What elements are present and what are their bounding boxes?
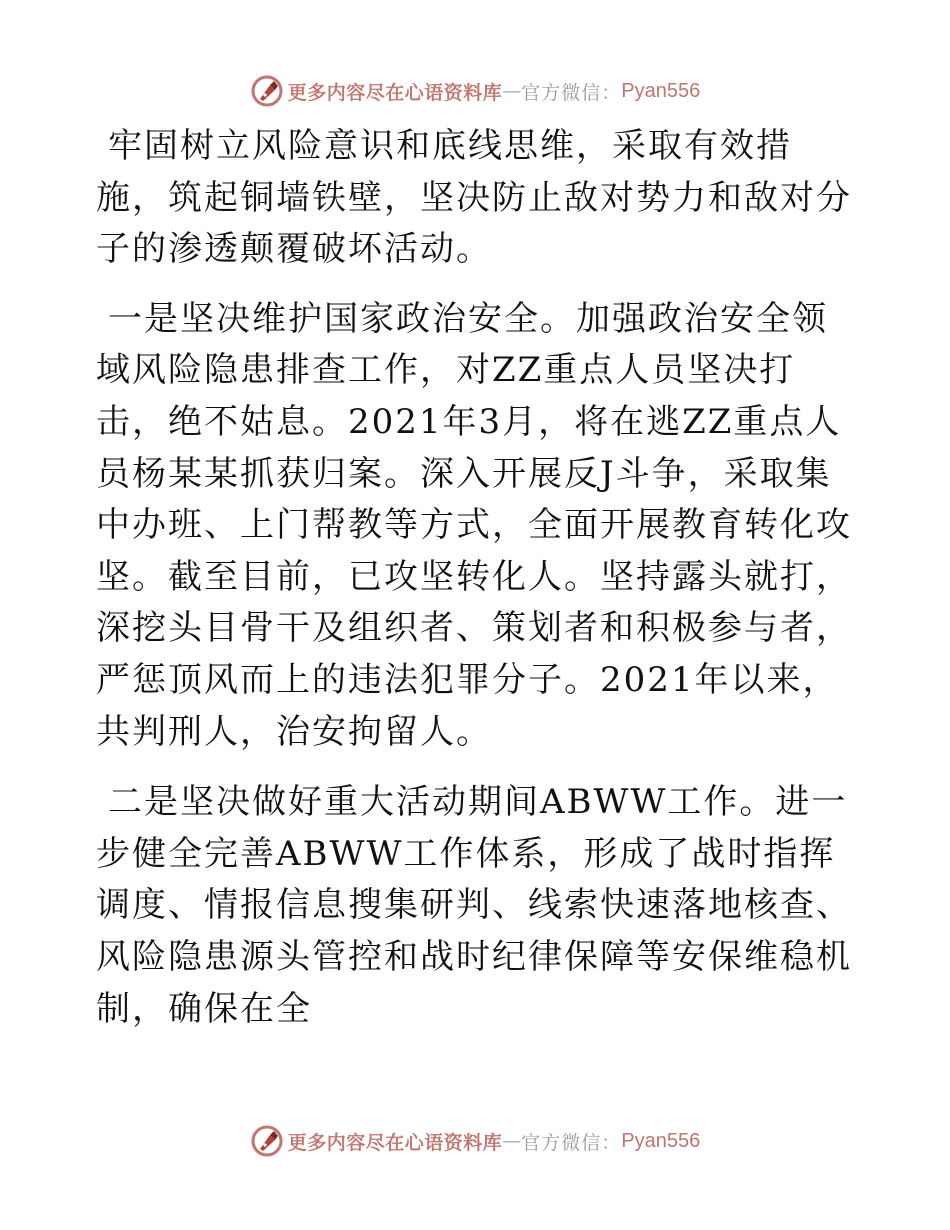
document-body — [96, 121, 856, 1053]
footer-watermark — [0, 1121, 950, 1161]
watermark-main-text: 更多内容尽在心语资料库 — [287, 81, 503, 104]
watermark-label: 官方微信： — [521, 1131, 622, 1154]
watermark-main-text: 更多内容尽在心语资料库 — [287, 1131, 503, 1154]
watermark-dash: — — [502, 1130, 522, 1152]
paragraph-major-events: 二是坚决做好重大活动期间ABWW工作。进一步健全完善ABWW工作体系，形成了战时指挥调度、情报信息搜集研判、线索快速落地核查、风险隐患源头管控和战时纪律保障等安保维稳机制，确保在全 — [96, 782, 852, 1029]
pen-nib-logo-icon — [250, 1124, 284, 1158]
paragraph-political-security: 一是坚决维护国家政治安全。加强政治安全领域风险隐患排查工作，对ZZ重点人员坚决打击，绝不姑息。2021年3月，将在逃ZZ重点人员杨某某抓获归案。深入开展反J斗争，采取集中办班、上门帮教等方式，全面开展教育转化攻坚。截至目前，已攻坚转化人。坚持露头就打，深挖头目骨干及组织者、策划者和积极参与者，严惩顶风而上的违法犯罪分子。2021年以来，共判刑人，治安拘留人。 — [96, 298, 852, 752]
watermark-dash: — — [502, 80, 522, 102]
watermark-wechat-id: Pyan556 — [621, 79, 701, 102]
pen-nib-logo-icon — [250, 74, 284, 108]
paragraph-intro: 牢固树立风险意识和底线思维，采取有效措施，筑起铜墙铁壁，坚决防止敌对势力和敌对分子的渗透颠覆破坏活动。 — [96, 126, 852, 270]
watermark-wechat-id: Pyan556 — [621, 1129, 701, 1152]
watermark-label: 官方微信： — [521, 81, 622, 104]
header-watermark — [0, 71, 950, 111]
